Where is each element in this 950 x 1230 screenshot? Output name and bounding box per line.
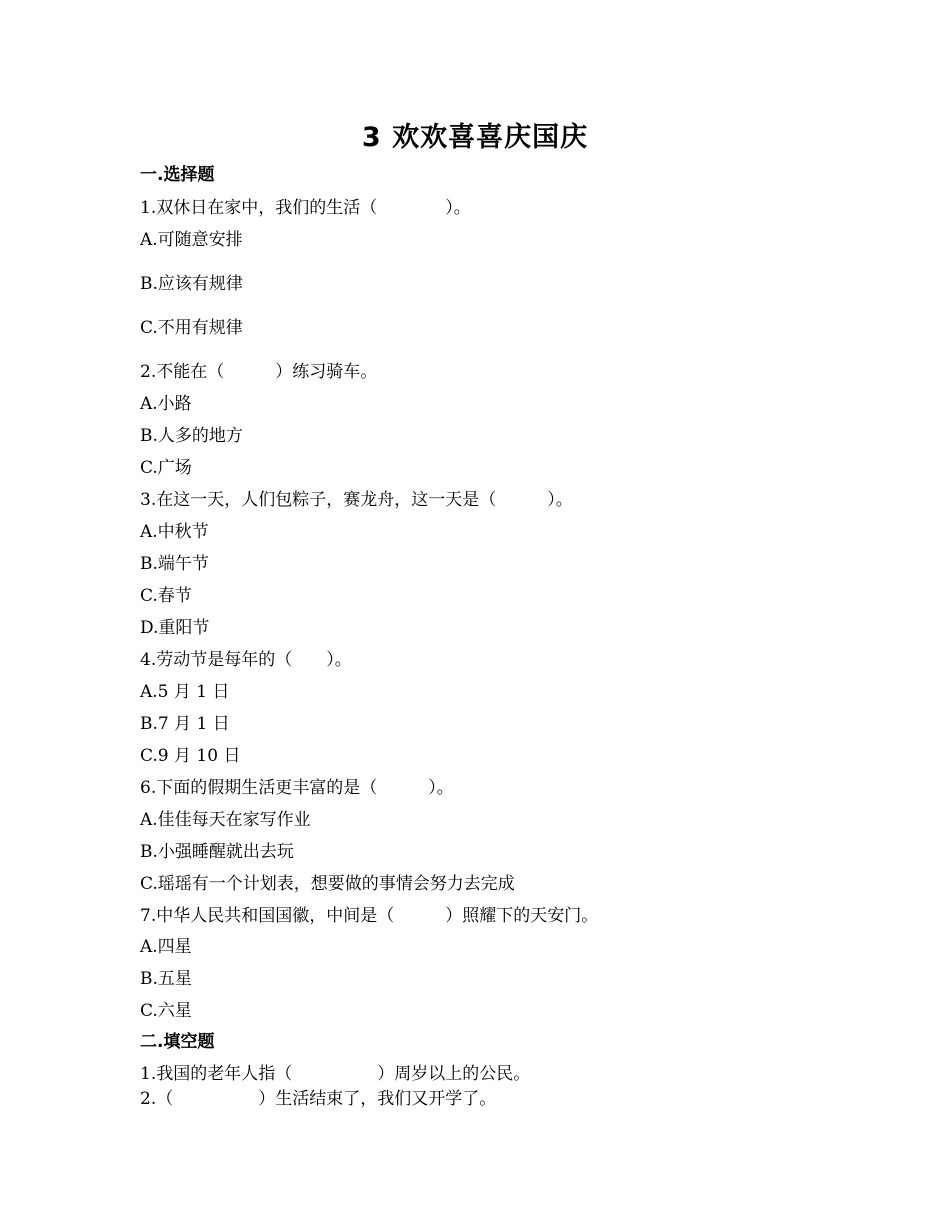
question-6-option-a: A.佳佳每天在家写作业 — [140, 810, 311, 830]
section-choice-heading: 一.选择题 — [140, 165, 215, 185]
question-7-stem: 7.中华人民共和国国徽，中间是（ ）照耀下的天安门。 — [140, 906, 599, 926]
fill-question-2: 2.（ ）生活结束了，我们又开学了。 — [140, 1089, 497, 1109]
question-2-option-c: C.广场 — [140, 458, 192, 478]
section-fill-heading: 二.填空题 — [140, 1032, 215, 1052]
question-1-option-a: A.可随意安排 — [140, 230, 243, 250]
question-1-stem: 1.双休日在家中，我们的生活（ ）。 — [140, 198, 471, 218]
question-4-stem: 4.劳动节是每年的（ ）。 — [140, 650, 352, 670]
question-7-option-b: B.五星 — [140, 969, 192, 989]
question-2-stem: 2.不能在（ ）练习骑车。 — [140, 362, 378, 382]
question-3-option-a: A.中秋节 — [140, 522, 209, 542]
question-4-option-a: A.5 月 1 日 — [140, 682, 230, 702]
question-2-option-b: B.人多的地方 — [140, 426, 243, 446]
question-4-option-c: C.9 月 10 日 — [140, 746, 241, 766]
question-2-option-a: A.小路 — [140, 394, 192, 414]
question-1-option-b: B.应该有规律 — [140, 274, 243, 294]
question-3-option-b: B.端午节 — [140, 554, 209, 574]
fill-question-1: 1.我国的老年人指（ ）周岁以上的公民。 — [140, 1064, 531, 1084]
question-1-option-c: C.不用有规律 — [140, 318, 243, 338]
page-title: 3 欢欢喜喜庆国庆 — [361, 122, 589, 153]
question-6-stem: 6.下面的假期生活更丰富的是（ ）。 — [140, 778, 454, 798]
question-3-stem: 3.在这一天，人们包粽子，赛龙舟，这一天是（ ）。 — [140, 490, 573, 510]
question-6-option-c: C.瑶瑶有一个计划表，想要做的事情会努力去完成 — [140, 874, 515, 894]
question-7-option-a: A.四星 — [140, 937, 192, 957]
question-7-option-c: C.六星 — [140, 1001, 192, 1021]
question-6-option-b: B.小强睡醒就出去玩 — [140, 842, 294, 862]
question-3-option-d: D.重阳节 — [140, 618, 210, 638]
question-4-option-b: B.7 月 1 日 — [140, 714, 230, 734]
question-3-option-c: C.春节 — [140, 586, 192, 606]
